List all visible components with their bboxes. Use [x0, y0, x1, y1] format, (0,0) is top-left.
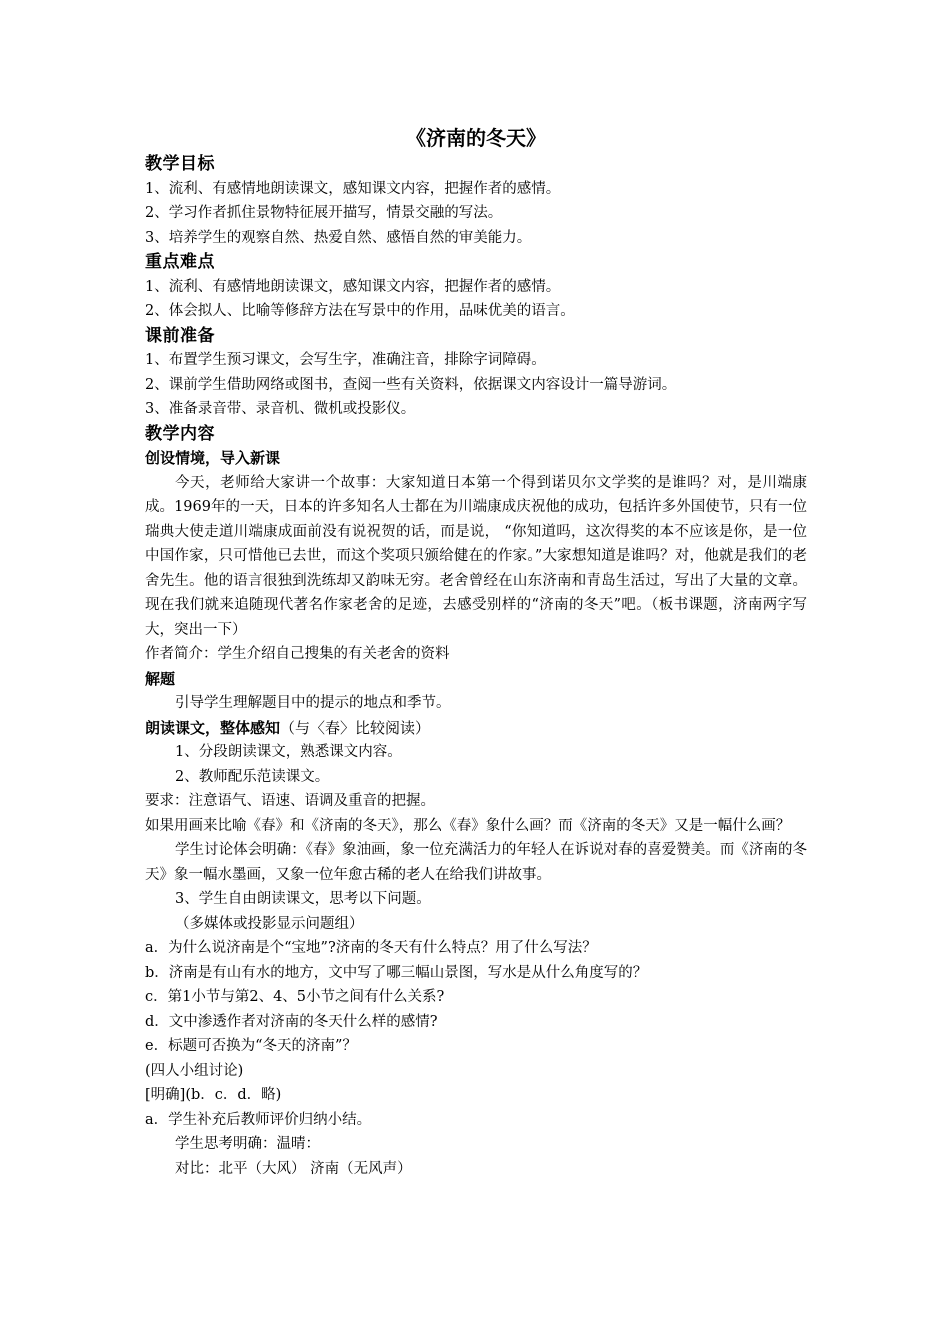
reading-step: 1、分段朗读课文，熟悉课文内容。: [175, 744, 402, 760]
subheading-reading: [145, 716, 807, 741]
discussion-paragraph: 学生讨论体会明确：《春》象油画，象一位充满活力的年轻人在诉说对春的喜爱赞美。而《济南的冬天》象一幅水墨画，又象一位年愈古稀的老人在给我们讲故事。: [145, 842, 807, 883]
explain-text: 引导学生理解题目中的提示的地点和季节。: [175, 695, 451, 711]
requirement-text: 要求：注意语气、语速、语调及重音的把握。: [145, 793, 435, 809]
question-item: c．第1小节与第2、4、5小节之间有什么关系?: [145, 989, 445, 1005]
document-body: [145, 124, 807, 1181]
preparation-item: 2、课前学生借助网络或图书，查阅一些有关资料，依据课文内容设计一篇导游词。: [145, 376, 677, 393]
question-item: d．文中渗透作者对济南的冬天什么样的感情?: [145, 1013, 438, 1030]
question-item: e．标题可否换为“冬天的济南”？: [145, 1038, 357, 1054]
media-note: （多媒体或投影显示问题组）: [175, 915, 364, 932]
intro-paragraph: 今天，老师给大家讲一个故事：大家知道日本第一个得到诺贝尔文学奖的是谁吗？对，是川端康成。1969年的一天，日本的许多知名人士都在为川端康成庆祝他的成功，包括许多外国使节，只有一位瑞典大使走道川端康成面前没有说祝贺的话，而是说， “你知道吗，这次得奖的本不应该是你，是一位中国作家，只可惜他已去世，而这个奖项只颁给健在的作家。”大家想知道是谁吗？对，他就是我们的老舍先生。他的语言很独到洗练却又韵味无穷。老舍曾经在山东济南和青岛生活过，写出了大量的文章。现在我们就来追随现代著名作家老舍的足迹，去感受别样的“济南的冬天”吧。（板书课题，济南两字写大，突出一下）: [145, 474, 807, 638]
heading-preparation: 课前准备: [145, 325, 215, 346]
contrast-text: 对比：北平（大风） 济南（无风声）: [175, 1160, 412, 1177]
heading-key-points: 重点难点: [145, 252, 215, 272]
preparation-item: 3、准备录音带、录音机、微机或投影仪。: [145, 401, 416, 417]
goal-item: 3、培养学生的观察自然、热爱自然、感悟自然的审美能力。: [145, 229, 532, 246]
group-discussion-note: (四人小组讨论): [145, 1062, 244, 1079]
heading-teaching-goals: 教学目标: [145, 154, 215, 174]
document-title: 《济南的冬天》: [406, 126, 546, 150]
heading-teaching-content: 教学内容: [145, 423, 215, 444]
clarify-note: [明确](b．c．d．略): [145, 1087, 282, 1103]
reading-step: 3、学生自由朗读课文，思考以下问题。: [175, 891, 431, 907]
key-point-item: 1、流利、有感情地朗读课文，感知课文内容，把握作者的感情。: [145, 278, 561, 295]
summary-text: a．学生补充后教师评价归纳小结。: [145, 1111, 372, 1128]
reading-heading-text: 朗读课文，整体感知: [145, 718, 281, 737]
goal-item: 2、学习作者抓住景物特征展开描写，情景交融的写法。: [145, 205, 503, 221]
comparison-question: 如果用画来比喻《春》和《济南的冬天》，那么《春》象什么画？而《济南的冬天》又是一幅什么画？: [145, 817, 791, 834]
key-point-item: 2、体会拟人、比喻等修辞方法在写景中的作用，品味优美的语言。: [145, 303, 575, 319]
question-item: a．为什么说济南是个“宝地”?济南的冬天有什么特点？用了什么写法？: [145, 940, 597, 956]
student-think-text: 学生思考明确：温晴：: [175, 1136, 320, 1152]
goal-item: 1、流利、有感情地朗读课文，感知课文内容，把握作者的感情。: [145, 180, 561, 197]
reading-step: 2、教师配乐范读课文。: [175, 768, 330, 785]
subheading-explain: 解题: [145, 669, 176, 688]
preparation-item: 1、布置学生预习课文，会写生字，准确注音，排除字词障碍。: [145, 352, 546, 368]
subheading-intro: 创设情境，导入新课: [145, 449, 281, 467]
reading-heading-note: （与〈春〉比较阅读）: [280, 718, 431, 737]
question-item: b．济南是有山有水的地方，文中写了哪三幅山景图，写水是从什么角度写的？: [145, 964, 648, 981]
author-intro: 作者简介：学生介绍自己搜集的有关老舍的资料: [145, 646, 450, 662]
